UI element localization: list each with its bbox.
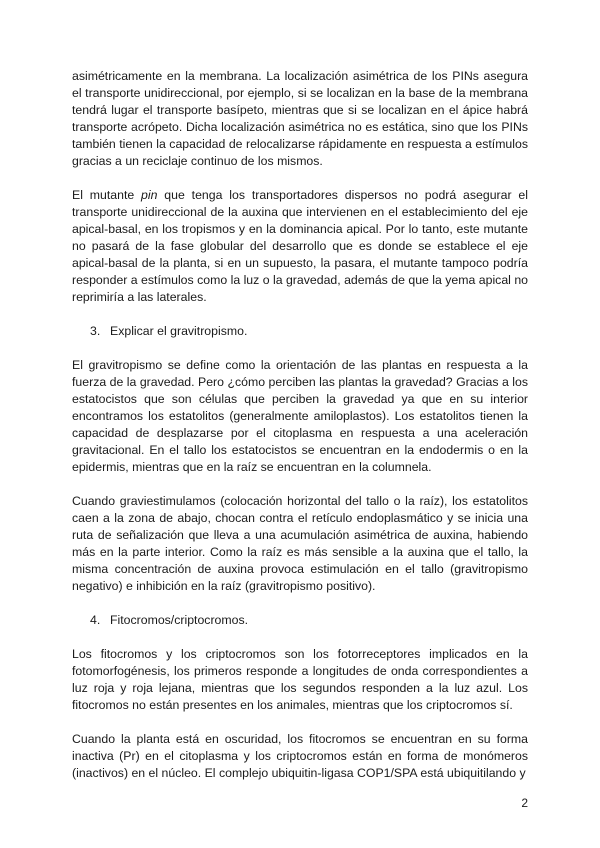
section-heading-3-text: Explicar el gravitropismo. (110, 324, 248, 338)
section-heading-3 (72, 323, 528, 340)
document-page (72, 68, 528, 782)
paragraph-pin-mutant (72, 187, 528, 306)
section-heading-3-number: 3. (90, 324, 101, 338)
paragraph-darkness: Cuando la planta está en oscuridad, los fitocromos se encuentran en su forma inactiva (Pr) en el citoplasma y los criptocromos están en forma de monómeros (inactivos) en el núcleo. El complejo ubiquitin-ligasa COP1/SPA está ubiquitilando y (72, 732, 528, 780)
paragraph-photoreceptors: Los fitocromos y los criptocromos son los fotorreceptores implicados en la fotomorfogénesis, los primeros responde a longitudes de onda correspondientes a luz roja y roja lejana, mientras que los segundos responden a la luz azul. Los fitocromos no están presentes en los animales, mientras que los criptocromos sí. (72, 647, 528, 712)
paragraph-gravistimulation: Cuando graviestimulamos (colocación horizontal del tallo o la raíz), los estatolitos caen a la zona de abajo, chocan contra el retículo endoplasmático y se inicia una ruta de señalización que lleva a una acumulación asimétrica de auxina, habiendo más en la parte interior. Como la raíz es más sensible a la auxina que el tallo, la misma concentración de auxina provoca estimulación en el tallo (gravitropismo negativo) e inhibición en la raíz (gravitropismo positivo). (72, 494, 528, 593)
paragraph-pins-localization: asimétricamente en la membrana. La localización asimétrica de los PINs asegura el transporte unidireccional, por ejemplo, si se localizan en la base de la membrana tendrá lugar el transporte basípeto, mientras que si se localizan en el ápice habrá transporte acrópeto. Dicha localización asimétrica no es estática, sino que los PINs también tienen la capacidad de relocalizarse rápidamente en respuesta a estímulos gracias a un reciclaje continuo de los mismos. (72, 69, 528, 168)
section-heading-4 (72, 612, 528, 629)
section-heading-4-number: 4. (90, 613, 101, 627)
pin-italic: pin (141, 188, 158, 202)
paragraph-pin-mutant-rest: que tenga los transportadores dispersos no podrá asegurar el transporte unidireccional de la auxina que intervienen en el establecimiento del eje apical-basal, en los tropismos y en la dominancia apical. Por lo tanto, este mutante no pasará de la fase globular del desarrollo que es donde se establece el eje apical-basal de la planta, si en un supuesto, la pasara, el mutante tampoco podría responder a estímulos como la luz o la gravedad, además de que la yema apical no reprimiría a las laterales. (72, 188, 528, 304)
section-heading-4-text: Fitocromos/criptocromos. (110, 613, 249, 627)
paragraph-pin-mutant-start: El mutante (72, 188, 142, 202)
paragraph-gravitropism-definition: El gravitropismo se define como la orientación de las plantas en respuesta a la fuerza de la gravedad. Pero ¿cómo perciben las plantas la gravedad? Gracias a los estatocistos que son células que perciben la gravedad ya que en su interior encontramos los estatolitos (generalmente amiloplastos). Los estatolitos tienen la capacidad de desplazarse por el citoplasma en respuesta a una aceleración gravitacional. En el tallo los estatocistos se encuentran en la endodermis o en la epidermis, mientras que en la raíz se encuentran en la columnela. (72, 358, 528, 474)
page-number: 2 (521, 796, 528, 810)
